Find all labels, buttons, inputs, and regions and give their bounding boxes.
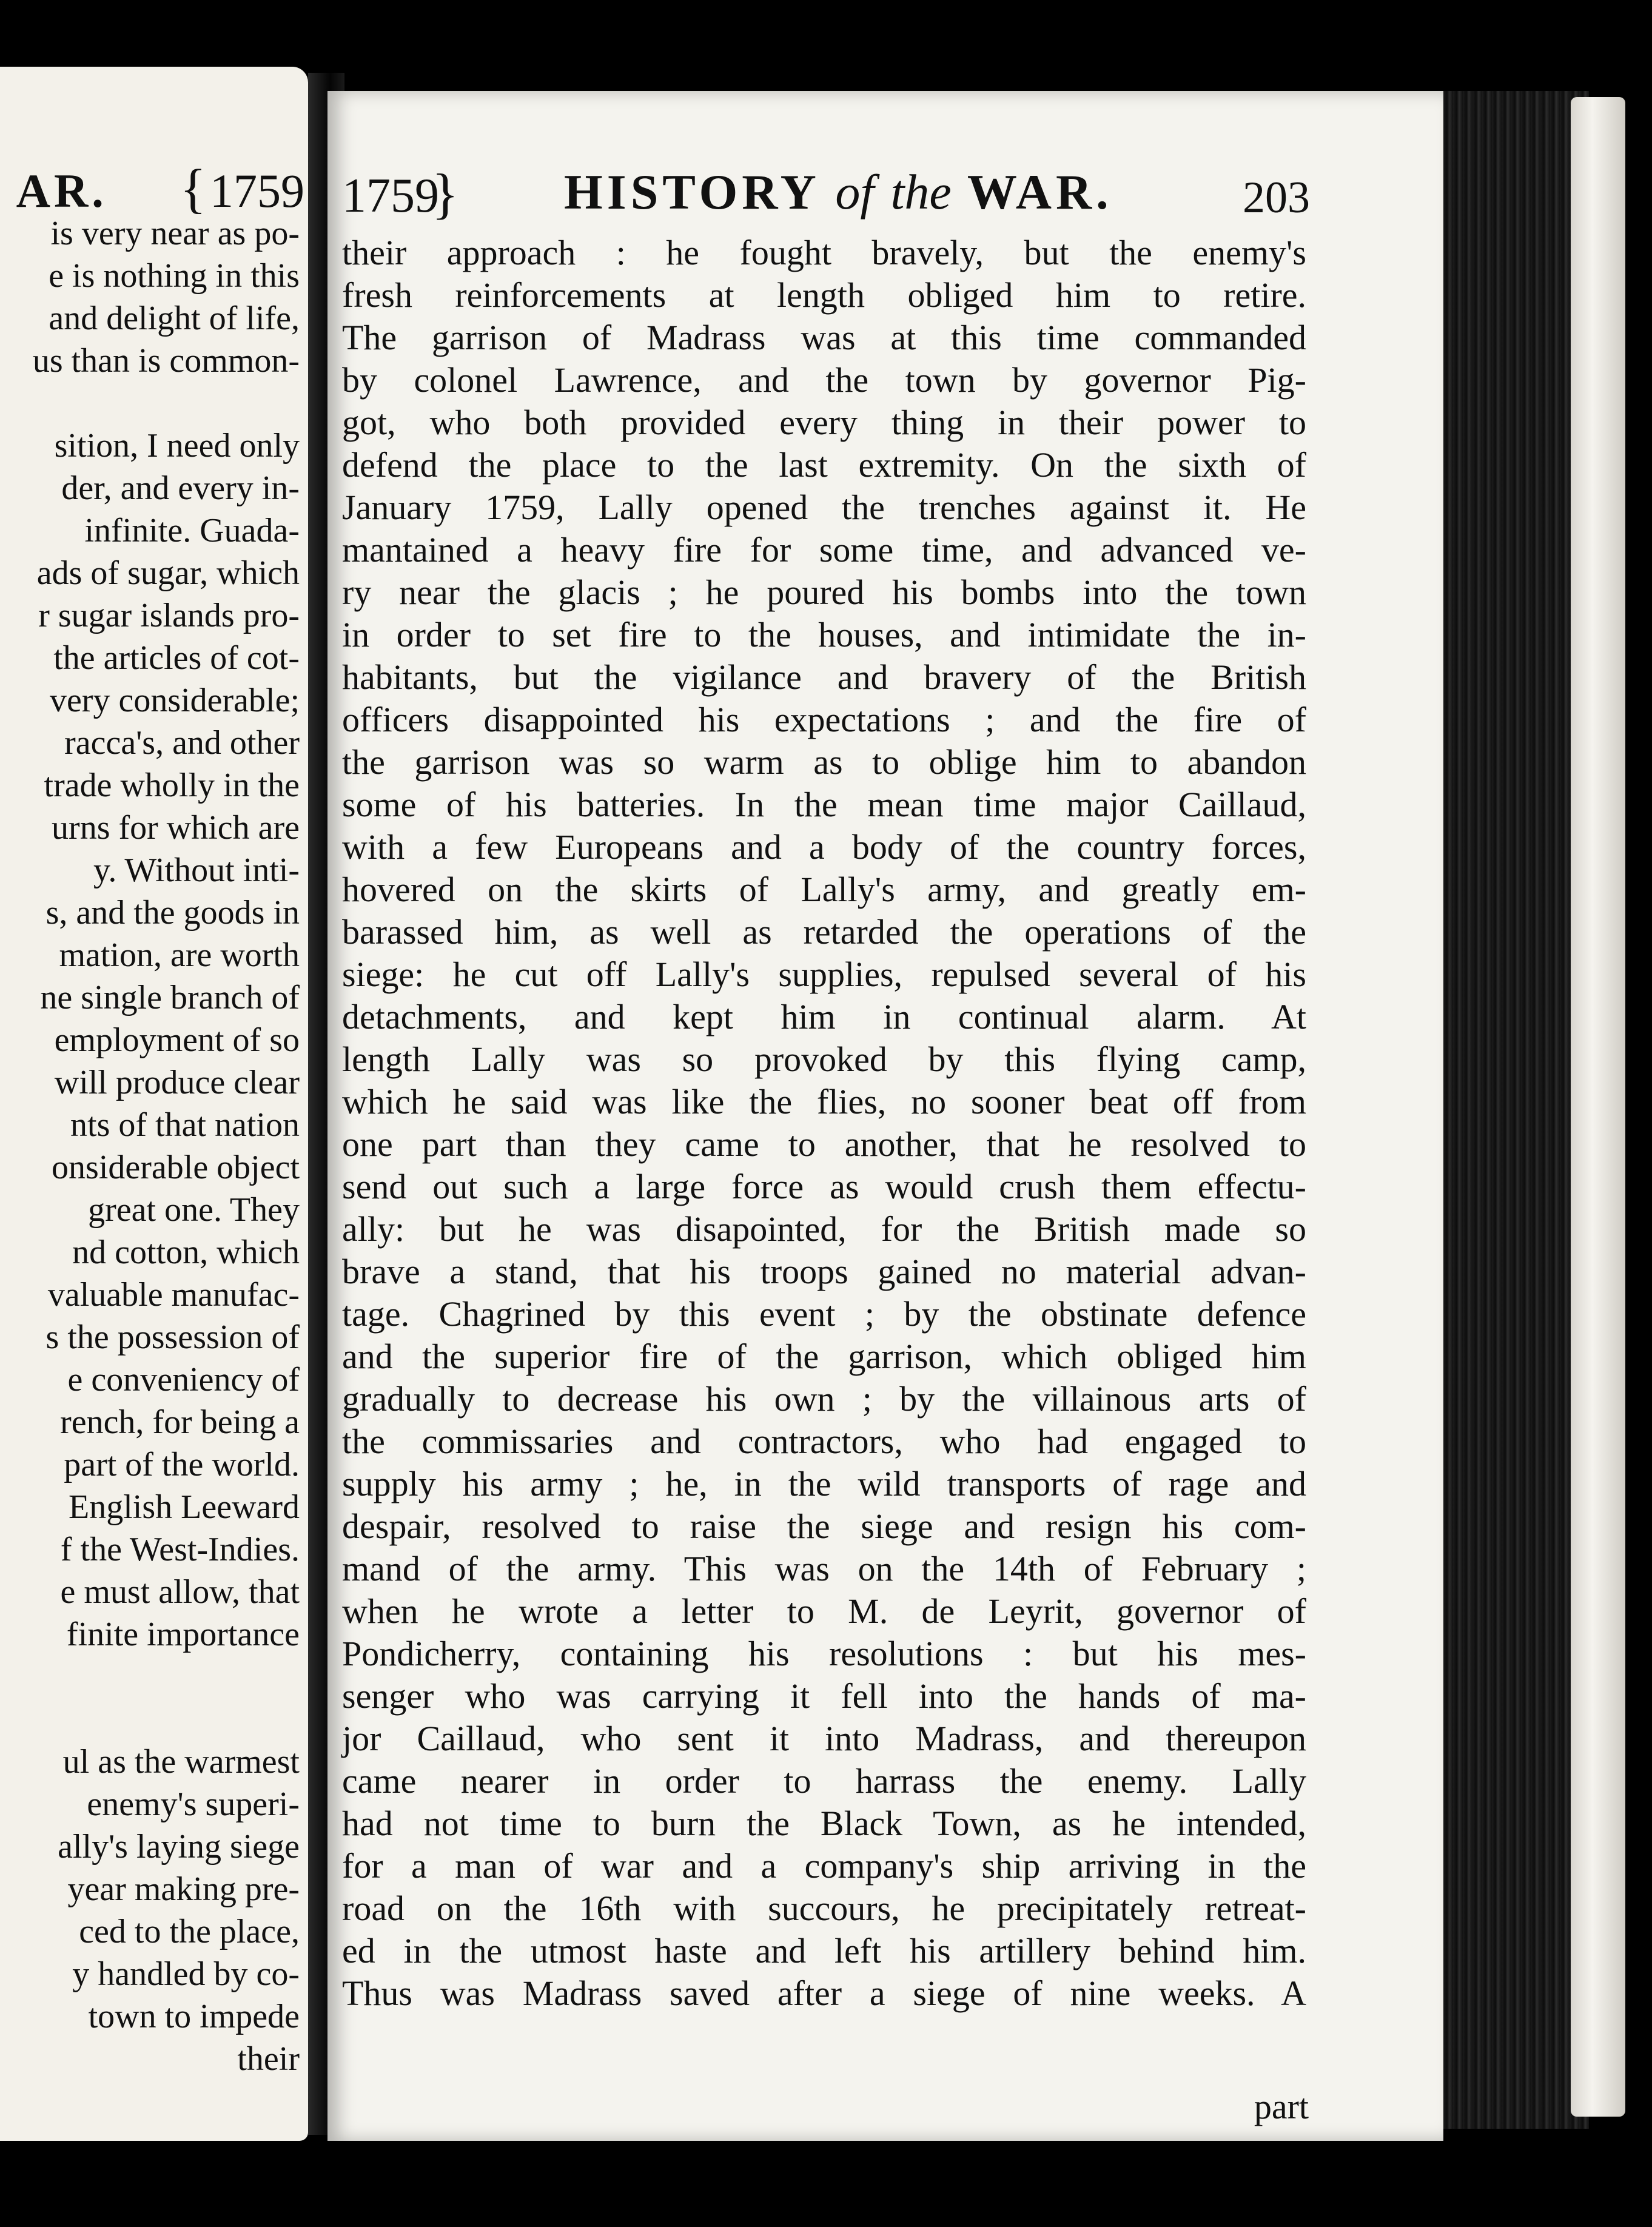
text-line: length Lally was so provoked by this flying camp, bbox=[342, 1040, 1306, 1079]
text-line: barassed him, as well as retarded the operations of the bbox=[342, 912, 1306, 952]
text-line: supply his army ; he, in the wild transports of rage and bbox=[342, 1464, 1306, 1503]
previous-page-line: ced to the place, bbox=[79, 1913, 300, 1950]
previous-page-line: s the possession of bbox=[45, 1318, 300, 1356]
previous-page-line: ul as the warmest bbox=[62, 1743, 300, 1781]
text-line: jor Caillaud, who sent it into Madrass, and thereupon bbox=[342, 1719, 1306, 1758]
text-line: send out such a large force as would crush them effectu- bbox=[342, 1167, 1306, 1206]
previous-page-line: sition, I need only bbox=[54, 427, 300, 465]
text-line: the garrison was so warm as to oblige him to abandon bbox=[342, 742, 1306, 782]
previous-page-line: nd cotton, which bbox=[72, 1234, 300, 1271]
text-line: came nearer in order to harrass the enemy. Lally bbox=[342, 1761, 1306, 1801]
previous-page-line: great one. They bbox=[88, 1191, 300, 1229]
running-title-the: the bbox=[890, 164, 952, 220]
previous-page-line: their bbox=[237, 2040, 300, 2078]
previous-page-line: r sugar islands pro- bbox=[38, 597, 300, 634]
previous-page-line: very considerable; bbox=[49, 682, 300, 719]
previous-page-line: town to impede bbox=[88, 1998, 300, 2035]
running-title-war: WAR. bbox=[967, 164, 1113, 220]
previous-page-line: e must allow, that bbox=[60, 1573, 300, 1611]
previous-page-line: ne single branch of bbox=[40, 979, 300, 1016]
text-line: brave a stand, that his troops gained no material advan- bbox=[342, 1252, 1306, 1291]
text-line: senger who was carrying it fell into the hands of ma- bbox=[342, 1676, 1306, 1716]
previous-page bbox=[0, 67, 308, 2141]
text-line: the commissaries and contractors, who had engaged to bbox=[342, 1422, 1306, 1461]
previous-page-running-title: AR. bbox=[16, 164, 107, 217]
book-edge bbox=[1443, 91, 1589, 2129]
previous-page-line: and delight of life, bbox=[49, 300, 300, 337]
previous-page-line: infinite. Guada- bbox=[84, 512, 300, 549]
text-line: by colonel Lawrence, and the town by governor Pig- bbox=[342, 360, 1306, 400]
text-line: in order to set fire to the houses, and intimidate the in- bbox=[342, 615, 1306, 654]
previous-page-line: valuable manufac- bbox=[47, 1276, 300, 1314]
running-title-history: HISTORY bbox=[564, 164, 819, 220]
text-line: gradually to decrease his own ; by the villainous arts of bbox=[342, 1379, 1306, 1419]
text-line: when he wrote a letter to M. de Leyrit, governor of bbox=[342, 1591, 1306, 1631]
text-line: January 1759, Lally opened the trenches against it. He bbox=[342, 488, 1306, 527]
text-line: mand of the army. This was on the 14th of February ; bbox=[342, 1549, 1306, 1588]
previous-page-header bbox=[16, 158, 304, 220]
previous-page-line: nts of that nation bbox=[70, 1106, 300, 1144]
previous-page-year: 1759 bbox=[210, 164, 304, 217]
page-edge-strip bbox=[1571, 97, 1625, 2117]
previous-page-line: finite importance bbox=[66, 1616, 300, 1653]
previous-page-line: ads of sugar, which bbox=[36, 554, 300, 592]
header-year: 1759 bbox=[342, 169, 439, 223]
text-line: one part than they came to another, that he resolved to bbox=[342, 1124, 1306, 1164]
previous-page-line: e is nothing in this bbox=[49, 257, 300, 295]
text-line: The garrison of Madrass was at this time commanded bbox=[342, 318, 1306, 357]
previous-page-line: us than is common- bbox=[32, 342, 300, 380]
text-line: ed in the utmost haste and left his artillery behind him. bbox=[342, 1931, 1306, 1970]
text-line: detachments, and kept him in continual alarm. At bbox=[342, 997, 1306, 1036]
text-line: ally: but he was disapointed, for the British made so bbox=[342, 1209, 1306, 1249]
previous-page-line: English Leeward bbox=[69, 1488, 300, 1526]
text-line: fresh reinforcements at length obliged him to retire. bbox=[342, 275, 1306, 315]
header-brace: } bbox=[432, 163, 459, 224]
catchword: part bbox=[1254, 2087, 1309, 2126]
previous-page-line: der, and every in- bbox=[61, 469, 300, 507]
text-line: and the superior fire of the garrison, which obliged him bbox=[342, 1337, 1306, 1376]
previous-page-line: e conveniency of bbox=[67, 1361, 300, 1399]
running-header bbox=[327, 164, 1443, 224]
previous-page-line: employment of so bbox=[54, 1021, 300, 1059]
page-number: 203 bbox=[1243, 173, 1310, 223]
text-line: officers disappointed his expectations ; and the fire of bbox=[342, 700, 1306, 739]
text-line: with a few Europeans and a body of the country forces, bbox=[342, 827, 1306, 867]
previous-page-line: y handled by co- bbox=[72, 1955, 300, 1993]
previous-page-line: ally's laying siege bbox=[58, 1828, 300, 1866]
previous-page-line bbox=[33, 382, 300, 425]
previous-page-line: f the West-Indies. bbox=[60, 1531, 300, 1568]
running-title-of: of bbox=[835, 164, 875, 220]
text-line: had not time to burn the Black Town, as he intended, bbox=[342, 1804, 1306, 1843]
page-203 bbox=[327, 91, 1443, 2141]
text-line: Thus was Madrass saved after a siege of nine weeks. A bbox=[342, 1973, 1306, 2013]
text-line: some of his batteries. In the mean time major Caillaud, bbox=[342, 785, 1306, 824]
previous-page-line: year making pre- bbox=[67, 1870, 300, 1908]
text-line: which he said was like the flies, no sooner beat off from bbox=[342, 1082, 1306, 1121]
text-line: their approach : he fought bravely, but the enemy's bbox=[342, 233, 1306, 272]
previous-page-text bbox=[33, 212, 300, 2080]
previous-page-brace: { bbox=[180, 159, 206, 219]
text-line: road on the 16th with succours, he precipitately retreat- bbox=[342, 1889, 1306, 1928]
previous-page-line: will produce clear bbox=[54, 1064, 300, 1101]
text-line: habitants, but the vigilance and bravery of the British bbox=[342, 657, 1306, 697]
previous-page-line: the articles of cot- bbox=[53, 639, 300, 677]
previous-page-line: s, and the goods in bbox=[45, 894, 300, 932]
previous-page-line: part of the world. bbox=[64, 1446, 300, 1483]
text-line: defend the place to the last extremity. On the sixth of bbox=[342, 445, 1306, 485]
previous-page-line: is very near as po- bbox=[50, 215, 300, 252]
text-line: tage. Chagrined by this event ; by the obstinate defence bbox=[342, 1294, 1306, 1334]
running-title bbox=[564, 164, 1113, 221]
previous-page-line: rench, for being a bbox=[60, 1403, 300, 1441]
body-text bbox=[342, 232, 1306, 2015]
previous-page-line: y. Without inti- bbox=[93, 852, 300, 889]
text-line: mantained a heavy fire for some time, and advanced ve- bbox=[342, 530, 1306, 569]
previous-page-line: mation, are worth bbox=[59, 936, 300, 974]
previous-page-line: trade wholly in the bbox=[44, 767, 300, 804]
previous-page-line: racca's, and other bbox=[64, 724, 300, 762]
text-line: hovered on the skirts of Lally's army, and greatly em- bbox=[342, 870, 1306, 909]
previous-page-line: urns for which are bbox=[52, 809, 300, 847]
previous-page-line: onsiderable object bbox=[52, 1149, 300, 1186]
text-line: ry near the glacis ; he poured his bombs into the town bbox=[342, 573, 1306, 612]
text-line: siege: he cut off Lally's supplies, repulsed several of his bbox=[342, 955, 1306, 994]
previous-page-line: enemy's superi- bbox=[87, 1785, 300, 1823]
previous-page-line bbox=[33, 1656, 300, 1698]
previous-page-line bbox=[33, 1698, 300, 1741]
text-line: Pondicherry, containing his resolutions : but his mes- bbox=[342, 1634, 1306, 1673]
text-line: despair, resolved to raise the siege and resign his com- bbox=[342, 1506, 1306, 1546]
text-line: got, who both provided every thing in their power to bbox=[342, 403, 1306, 442]
text-line: for a man of war and a company's ship arriving in the bbox=[342, 1846, 1306, 1886]
